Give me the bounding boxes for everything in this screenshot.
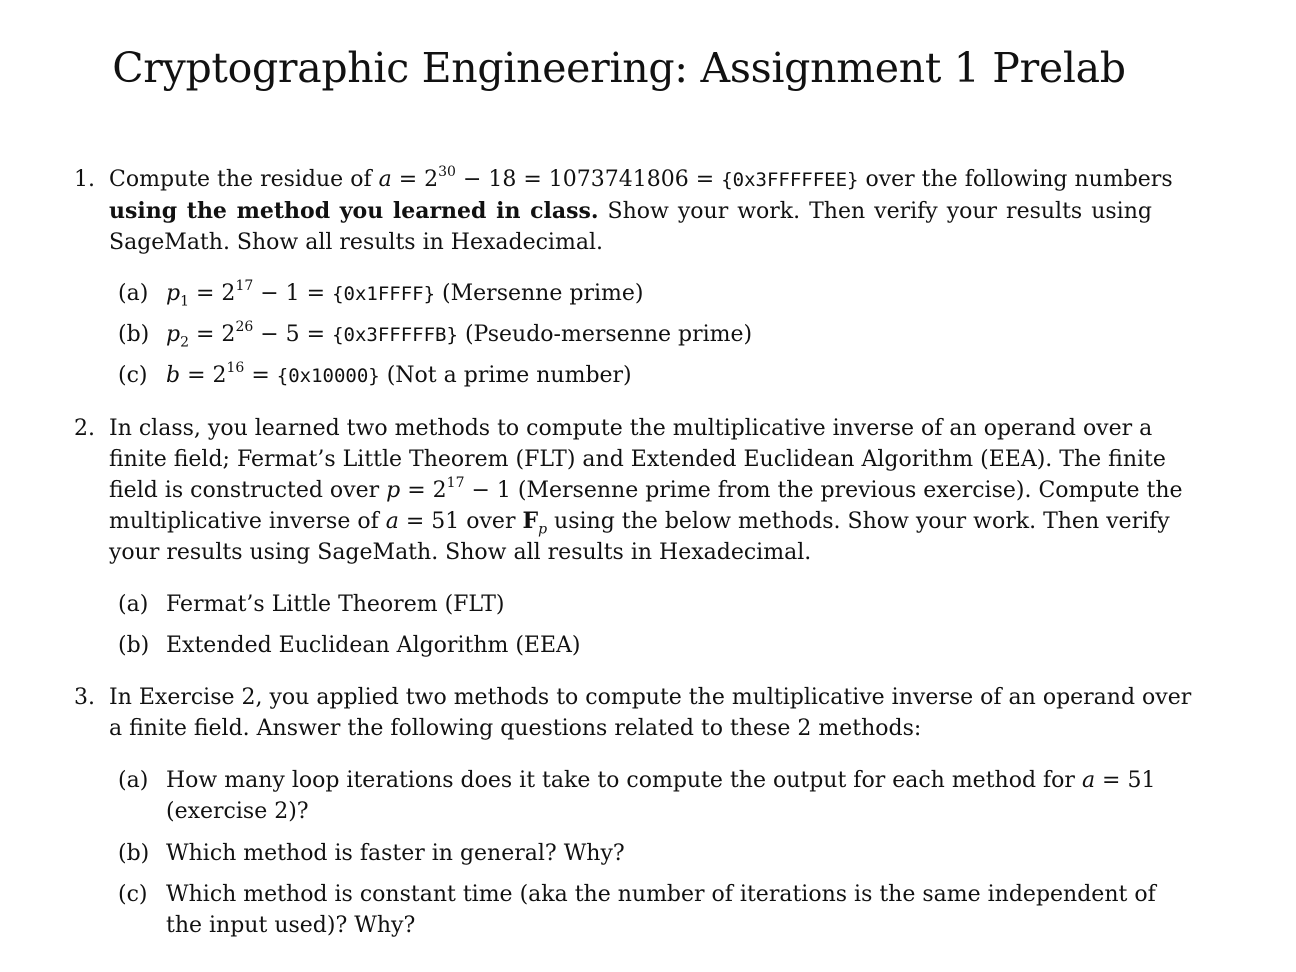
text-line: (exercise 2)? [166,799,309,824]
text-line: In Exercise 2, you applied two methods to compute the multiplicative inverse of an operand over [109,685,1192,710]
math-text: = 2 [400,478,447,503]
item-label: (b) [118,322,150,347]
item-text: Fermat’s Little Theorem (FLT) [166,592,505,617]
q1-item-a [118,278,1194,310]
item-label: (a) [118,281,149,306]
text-span: Compute the residue of [109,167,379,192]
item-label: (a) [118,592,149,617]
math-text: − 18 = 1073741806 = [455,167,722,192]
text-line: the input used)? Why? [166,913,416,938]
math-text: = 2 [189,281,236,306]
text-span: using the below methods. Show your work. Then verify [547,509,1170,534]
math-text: − 5 = [253,322,333,347]
text-line: Which method is constant time (aka the number of iterations is the same independent of [166,882,1156,907]
math-var: p [166,281,181,306]
q2-item-b [118,630,1194,661]
item-label: (a) [118,768,149,793]
text-span: field is constructed over [109,478,387,503]
math-text: − 1 = [253,281,333,306]
question-number: 3. [74,685,95,710]
math-text: = [244,363,277,388]
q1-item-b [118,319,1194,351]
math-var: p [166,322,181,347]
hex-value: {0x3FFFFFEE} [721,169,859,191]
subscript: p [538,521,548,538]
hex-value: {0x1FFFF} [332,283,436,305]
text-span: − 1 (Mersenne prime from the previous exercise). Compute the [464,478,1183,503]
item-text: Which method is faster in general? Why? [166,841,625,866]
item-label: (b) [118,841,150,866]
bold-emphasis: using the method you learned in class. [109,198,599,224]
text-line: your results using SageMath. Show all results in Hexadecimal. [109,540,812,565]
subscript: 1 [180,293,190,310]
math-text: = 51 [1095,768,1156,793]
item-label: (c) [118,882,148,907]
math-text: = 2 [391,167,439,192]
text-span: How many loop iterations does it take to compute the output for each method for [166,768,1082,793]
math-var: a [1081,768,1096,793]
item-label: (b) [118,633,150,658]
text-span: Show your work. Then verify your results using [598,199,1152,224]
item-label: (c) [118,363,148,388]
finite-field-symbol: F [522,508,539,534]
math-text: = 51 over [398,509,523,534]
text-line: In class, you learned two methods to compute the multiplicative inverse of an operand over a [109,416,1153,441]
question-text [109,164,1194,258]
math-var: p [386,478,401,503]
text-line: finite field; Fermat’s Little Theorem (FLT) and Extended Euclidean Algorithm (EEA). The finite [109,447,1166,472]
math-var: a [378,167,392,192]
exponent: 26 [235,318,254,335]
q1-item-c [118,360,1194,392]
question-1 [74,164,1194,258]
exponent: 17 [446,474,465,491]
q3-item-b [118,838,1194,869]
q3-item-c [118,879,1194,941]
subscript: 2 [180,334,190,351]
item-note: (Not a prime number) [379,363,632,388]
q2-item-a [118,589,1194,620]
hex-value: {0x3FFFFFB} [332,324,458,346]
exponent: 17 [235,277,254,294]
text-span: multiplicative inverse of [109,509,386,534]
text-span: over the following numbers [858,167,1173,192]
question-number: 1. [74,167,95,192]
question-text [109,413,1194,568]
text-line: a finite field. Answer the following questions related to these 2 methods: [109,716,922,741]
question-number: 2. [74,416,95,441]
item-text: Extended Euclidean Algorithm (EEA) [166,633,581,658]
math-text: = 2 [189,322,236,347]
text-line: SageMath. Show all results in Hexadecimal. [109,230,603,255]
item-note: (Mersenne prime) [435,281,644,306]
question-2 [74,413,1194,568]
item-note: (Pseudo-mersenne prime) [457,322,753,347]
q3-item-a [118,765,1194,827]
math-var: b [166,363,181,388]
exponent: 30 [438,163,456,180]
question-3 [74,682,1194,744]
exponent: 16 [226,359,245,376]
page-title: Cryptographic Engineering: Assignment 1 Prelab [112,44,1126,92]
math-text: = 2 [180,363,227,388]
math-var: a [385,509,399,534]
hex-value: {0x10000} [276,365,380,387]
question-text [109,682,1194,744]
